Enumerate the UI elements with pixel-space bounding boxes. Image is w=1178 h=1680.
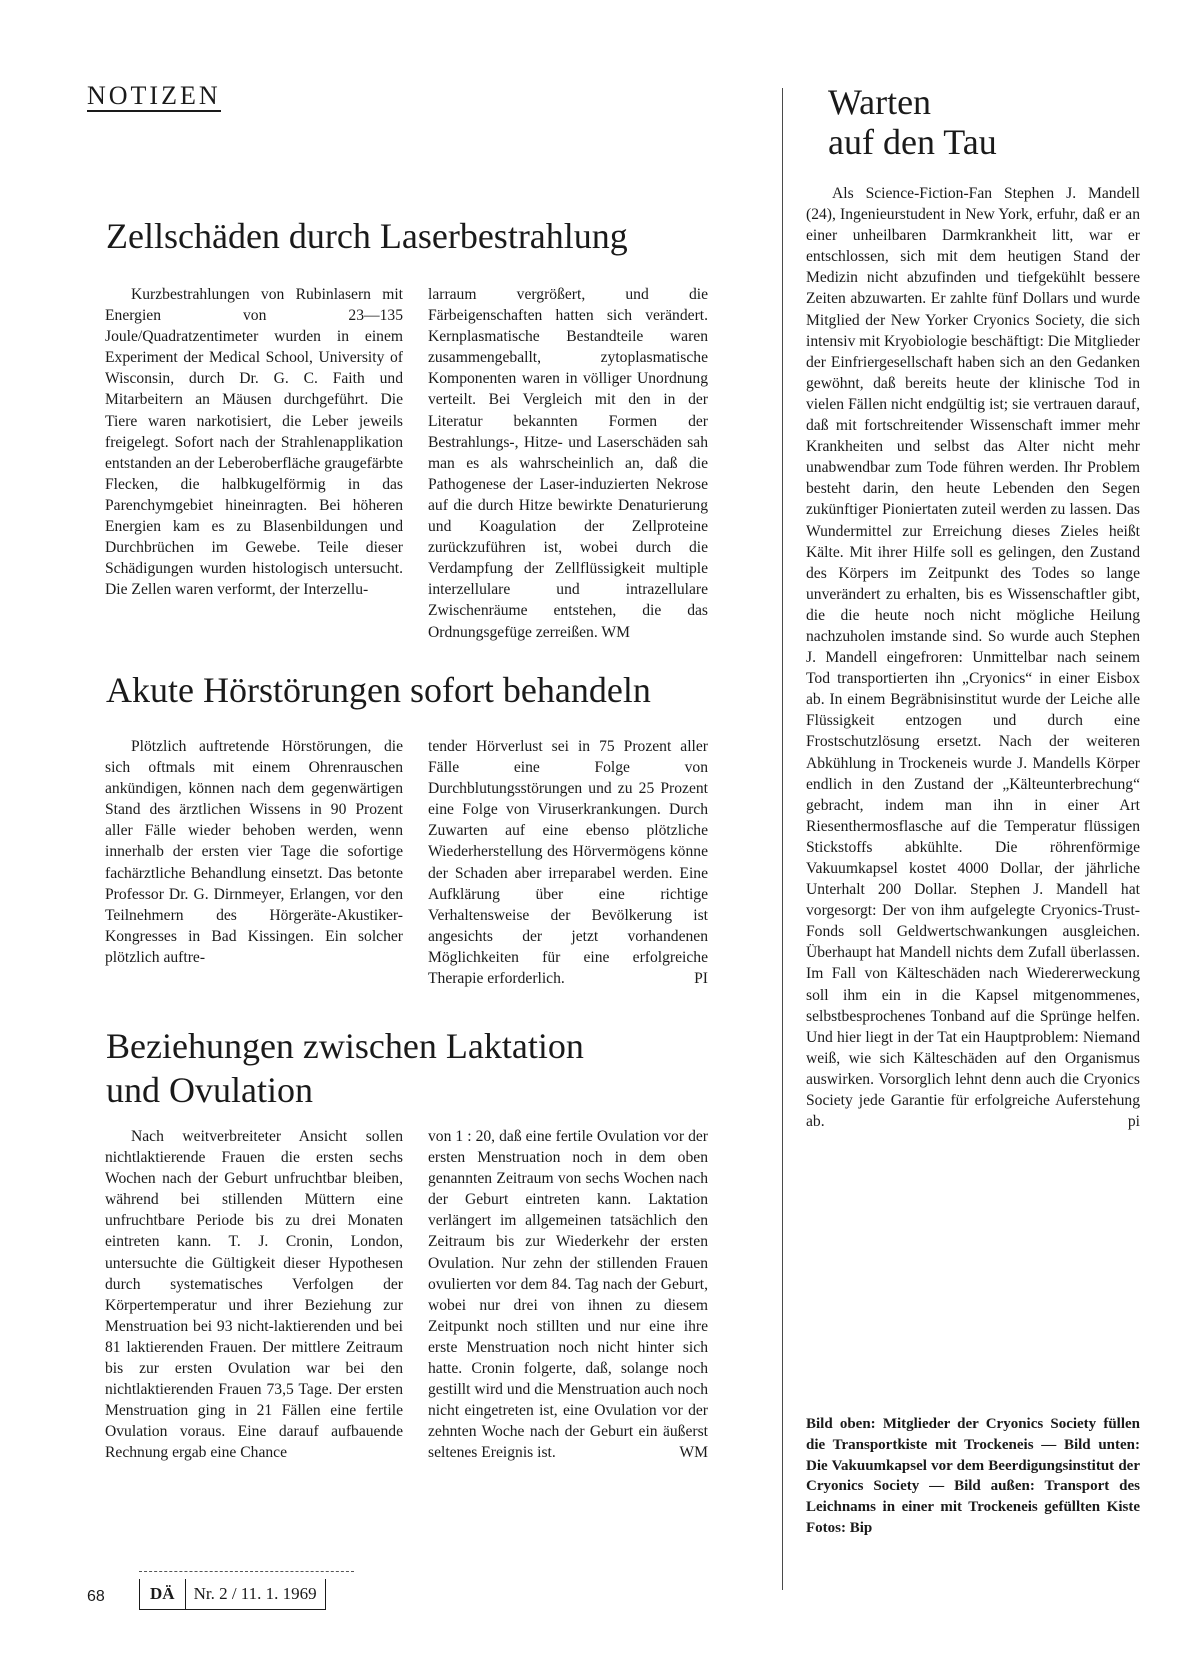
section-label: NOTIZEN <box>87 82 221 112</box>
headline-laktation-line1: Beziehungen zwischen Laktation <box>106 1026 584 1066</box>
hoer-column-2 <box>428 736 708 989</box>
tau-column <box>806 183 1140 1132</box>
column-divider <box>782 88 783 1590</box>
issue-info: Nr. 2 / 11. 1. 1969 <box>193 1584 317 1603</box>
photo-caption: Bild oben: Mitglieder der Cryonics Society füllen die Transportkiste mit Trockeneis — Bild unten: Die Vakuumkapsel vor dem Beerdigungsinstitut der Cryonics Society — Bild außen: Transport des Leichnams in einer mit Trockeneis gefüllten Kiste Fotos: Bip <box>806 1416 1140 1536</box>
headline-tau-line2: auf den Tau <box>828 122 997 162</box>
journal-logo: DÄ <box>140 1579 186 1609</box>
laser-text-1: Kurzbestrahlungen von Rubinlasern mit Energien von 23—135 Joule/Quadratzentimeter wurden in einem Experiment der Medical School, University of Wisconsin, durch Dr. G. C. Faith und Mitarbeitern an Mäusen durchgeführt. Die Tiere waren narkotisiert, die Leber jeweils freigelegt. Sofort nach der Strahlenapplikation entstanden an der Leberoberfläche graugefärbte Flecken, die halbkugelförmig in das Parenchymgebiet hineinragten. Bei höheren Energien kam es zu Blasenbildungen und Durchbrüchen im Gewebe. Teile dieser Schädigungen wurden histologisch untersucht. Die Zellen waren verformt, der Interzellu- <box>105 286 403 599</box>
hoer-column-1 <box>105 736 403 968</box>
headline-tau-line1: Warten <box>828 82 932 122</box>
laktation-column-2 <box>428 1126 708 1464</box>
laktation-text-1: Nach weitverbreiteter Ansicht sollen nichtlaktierende Frauen die ersten sechs Wochen nach der Geburt unfruchtbar bleiben, während bei stillenden Müttern eine unfruchtbare Periode bis zu drei Monaten eintreten kann. T. J. Cronin, London, untersuchte die Gültigkeit dieser Hypothesen durch systematisches Verfolgen der Körpertemperatur und ihrer Beziehung zur Menstruation bei 93 nicht-laktierenden und bei 81 laktierenden Frauen. Der mittlere Zeitraum bis zur ersten Ovulation war bei den nichtlaktierenden Frauen 73,5 Tage. Der ersten Menstruation ging in 21 Fällen eine fertile Ovulation voraus. Eine darauf aufbauende Rechnung ergab eine Chance <box>105 1128 403 1462</box>
page-number: 68 <box>87 1588 105 1605</box>
tau-text: Als Science-Fiction-Fan Stephen J. Mandell (24), Ingenieurstudent in New York, erfuhr, daß er an einer unheilbaren Darmkrankheit litt, war er entschlossen, sich mit dem heutigen Stand der Medizin nicht abzufinden und tiefgekühlt bessere Zeiten abzuwarten. Er zahlte fünf Dollars und wurde Mitglied der New Yorker Cryonics Society, die sich intensiv mit Kryobiologie beschäftigt: Die Mitglieder der Einfriergesellschaft haben sich an den Gedanken gewöhnt, daß bereits heute der klinische Tod in vielen Fällen nicht endgültig ist; sie vertrauen darauf, daß mit fortschreitender Wissenschaft immer mehr Krankheiten und selbst das Alter nicht mehr unabwendbar zum Tode führen werden. Ihr Problem besteht darin, den heute Lebenden den Segen zukünftiger Pioniertaten zuteil werden zu lassen. Das Wundermittel zur Erreichung dieses Zieles heißt Kälte. Mit ihrer Hilfe soll es gelingen, den Zustand des Körpers im Zeitpunkt des Todes so lange unverändert zu erhalten, bis es Wissenschaftler gibt, die die heute noch nicht mögliche Heilung nachzuholen imstande sind. So wurde auch Stephen J. Mandell eingefroren: Unmittelbar nach seinem Tod transportierten ihn „Cryonics“ in einer Eisbox ab. In einem Begräbnisinstitut wurde der Leiche alle Flüssigkeit entzogen und durch eine Frostschutzlösung ersetzt. Nach der weiteren Abkühlung in Trockeneis wurde J. Mandells Körper endlich in den Zustand der „Kälteunterbrechung“ gebracht, indem man ihn in einer Art Riesenthermosflasche auf die Temperatur flüssigen Stickstoffs abkühlte. Die röhrenförmige Vakuumkapsel kostet 4000 Dollar, der jährliche Unterhalt 200 Dollar. Stephen J. Mandell hat vorgesorgt: Der von ihm aufgelegte Cryonics-Trust-Fonds soll Geldwertschwankungen ausgleichen. Überhaupt hat Mandell nichts dem Zufall überlassen. Im Fall von Kälteschäden nach Wiedererweckung soll ihm ein in die Kapsel mitgenommenes, selbstbesprochenes Tonband auf die Sprünge helfen. Und hier liegt in der Tat ein Hauptproblem: Niemand weiß, wie sich Kälteschäden auf den Organismus auswirken. Vorsorglich lehnt denn auch die Cryonics Society jede Garantie für erfolgreiche Auferstehung ab. <box>806 185 1140 1131</box>
footer-rule <box>139 1571 354 1573</box>
hoer-text-2: tender Hörverlust sei in 75 Prozent aller Fälle eine Folge von Durchblutungsstörungen und zu 25 Prozent eine Folge von Viruserkrankungen. Durch Zuwarten auf eine ebenso plötzliche Wiederherstellung des Hörvermögens könne der Schaden aber irreparabel werden. Eine Aufklärung über eine richtige Verhaltensweise der Bevölkerung ist angesichts der jetzt vorhandenen Möglichkeiten für eine erfolgreiche Therapie erforderlich. <box>428 738 708 988</box>
headline-laktation-line2: und Ovulation <box>106 1070 313 1110</box>
headline-tau <box>828 82 1148 162</box>
laser-text-2: larraum vergrößert, und die Färbeigenschaften hatten sich verändert. Kernplasmatische Bestandteile waren zusammengeballt, zytoplasmatische Komponenten waren in völliger Unordnung verteilt. Bei Vergleich mit den in der Literatur bekannten Formen der Bestrahlungs-, Hitze- und Laserschäden sah man es als wahrscheinlich an, daß die Pathogenese der Laser-induzierten Nekrose auf die durch Hitze bewirkte Denaturierung und Koagulation der Zellproteine zurückzuführen ist, wobei durch die Verdampfung der Zellflüssigkeit multiple interzellulare und intrazellulare Zwischenräume entstehen, die das Ordnungsgefüge zerreißen. <box>428 286 708 641</box>
laktation-signature: WM <box>679 1444 708 1462</box>
laser-column-2 <box>428 284 708 643</box>
tau-signature: pi <box>1127 1113 1140 1131</box>
hoer-text-1: Plötzlich auftretende Hörstörungen, die sich oftmals mit einem Ohrenrauschen ankündigen, können nach dem gegenwärtigen Stand des ärztlichen Wissens in 90 Prozent aller Fälle wieder behoben werden, wenn innerhalb der ersten vier Tage die sofortige fachärztliche Behandlung einsetzt. Das betonte Professor Dr. G. Dirnmeyer, Erlangen, vor den Teilnehmern des Hörgeräte-Akustiker-Kongresses in Bad Kissingen. Ein solcher plötzlich auftre- <box>105 738 403 966</box>
headline-laser: Zellschäden durch Laserbestrahlung <box>106 216 628 256</box>
laser-signature: WM <box>601 623 630 641</box>
headline-hoerstoerungen: Akute Hörstörungen sofort behandeln <box>106 670 651 710</box>
footer-masthead <box>139 1579 326 1610</box>
hoer-signature: PI <box>694 970 708 988</box>
laktation-text-2: von 1 : 20, daß eine fertile Ovulation vor der ersten Menstruation noch in dem oben genannten Zeitraum von sechs Wochen nach der Geburt eintreten kann. Laktation verlängert im allgemeinen tatsächlich den Zeitraum bis zur Wiederkehr der ersten Ovulation. Nur zehn der stillenden Frauen ovulierten vor dem 84. Tag nach der Geburt, wobei nur drei von ihnen zu diesem Zeitpunkt noch stillten und nur eine ihre erste Menstruation noch nicht hinter sich hatte. Cronin folgerte, daß, solange noch gestillt wird und die Menstruation auch noch nicht eingetreten ist, eine Ovulation vor der zehnten Woche nach der Geburt ein äußerst seltenes Ereignis ist. <box>428 1128 708 1462</box>
laktation-column-1 <box>105 1126 403 1464</box>
headline-laktation <box>106 1024 746 1112</box>
laser-column-1 <box>105 284 403 600</box>
